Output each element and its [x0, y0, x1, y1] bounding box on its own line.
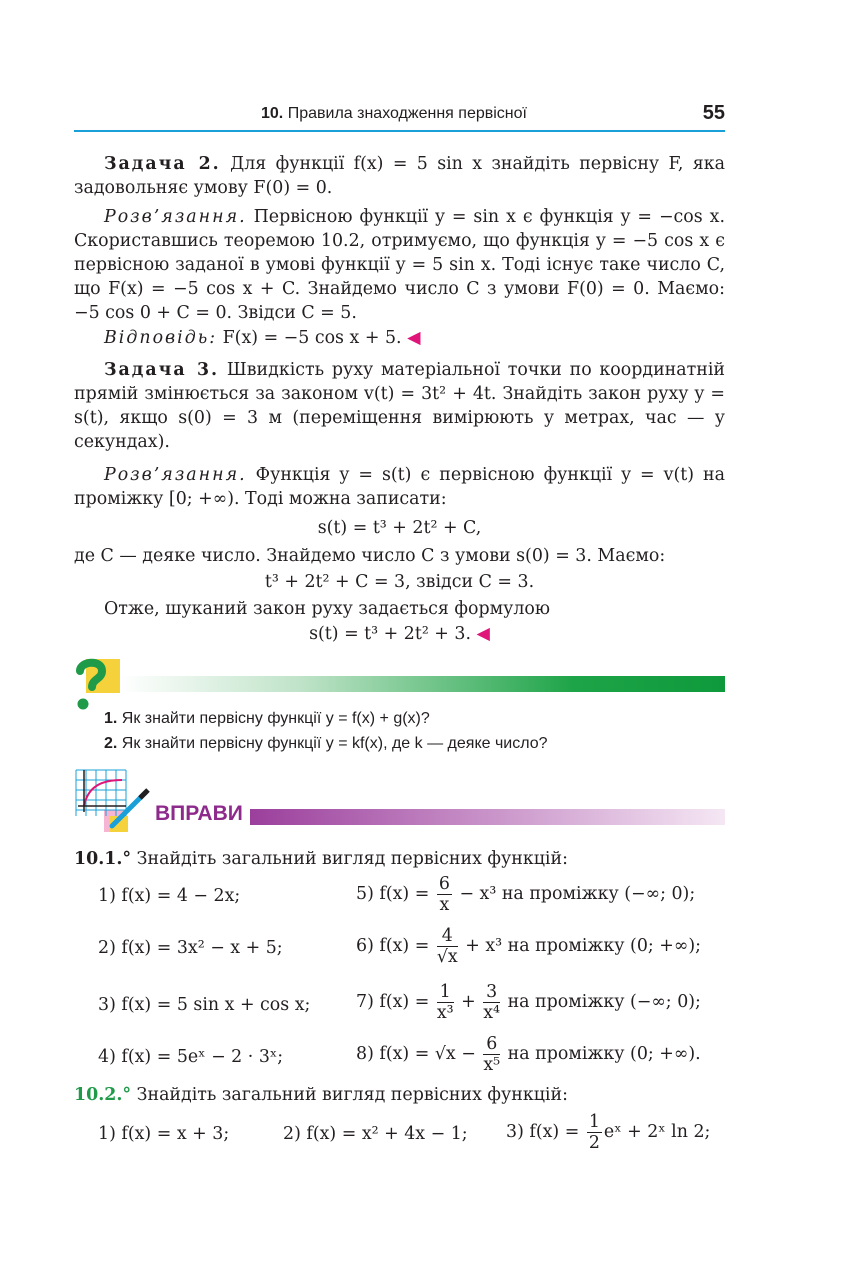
exercise-10-2-number: 10.2.° [74, 1085, 132, 1105]
task3-line-2: де C — деяке число. Знайдемо число C з умови s(0) = 3. Маємо: [74, 546, 666, 566]
task2-answer-text: F(x) = −5 cos x + 5. [222, 328, 402, 348]
question-mark-icon [74, 657, 120, 697]
item-7-numerator-1: 1 [437, 982, 454, 1003]
exercise-10-1-item-2: 2) f(x) = 3x² − x + 5; [98, 938, 283, 958]
question-dot-icon [77, 698, 89, 710]
page-number: 55 [702, 102, 725, 124]
question-1-number: 1. [104, 710, 118, 727]
task3-solution-label: Розв’язання. [104, 465, 247, 485]
section-title: Правила знаходження первісної [287, 105, 527, 122]
item-7-fraction-2 [483, 982, 500, 1023]
exercise-10-2-text: Знайдіть загальний вигляд первісних функцій: [136, 1085, 568, 1105]
item-8-numerator: 6 [483, 1034, 500, 1055]
task2-answer [74, 326, 725, 350]
task3-label: Задача 3. [104, 360, 220, 380]
exercise-10-2-item-1: 1) f(x) = x + 3; [98, 1124, 230, 1144]
exercise-10-1-heading [74, 847, 725, 871]
item-7-numerator-2: 3 [483, 982, 500, 1003]
item-10-2-3-denominator: 2 [588, 1133, 600, 1153]
item-6-rhs: + x³ на проміжку (0; +∞); [465, 936, 701, 956]
task2-statement [74, 152, 725, 200]
item-7-fraction-1 [437, 982, 454, 1023]
item-10-2-3-rhs: eˣ + 2ˣ ln 2; [603, 1122, 711, 1142]
running-title [261, 105, 527, 123]
item-6-denominator: √x [436, 947, 458, 967]
item-8-fraction [483, 1034, 500, 1075]
task3-equation-3-text: s(t) = t³ + 2t² + 3. [309, 624, 472, 644]
task2-answer-label: Відповідь: [104, 328, 218, 348]
item-5-numerator: 6 [438, 874, 450, 894]
exercise-10-1-item-5 [356, 874, 695, 915]
item-7-denominator-1: x³ [436, 1003, 454, 1023]
task2-solution-text: Первісною функції y = sin x є функція y = −cos x. Скориставшись теоремою 10.2, отримуємо, що функція y = −5 cos x є первісною заданої в умові функції y = 5 sin x. Тоді існує таке число C, що F(x) = −5 cos x + C. Знайдемо число C з умови F(0) = 0. Маємо: −5 cos 0 + C = 0. Звідси C = 5. [74, 207, 725, 323]
item-7-plus: + [461, 992, 476, 1012]
exercise-graph-icon [74, 766, 154, 838]
exercise-10-2-item-2: 2) f(x) = x² + 4x − 1; [283, 1124, 468, 1144]
item-6-fraction [437, 926, 458, 967]
task2-label: Задача 2. [104, 154, 221, 174]
page-header [74, 102, 725, 132]
exercise-10-1-item-4: 4) f(x) = 5eˣ − 2 · 3ˣ; [98, 1047, 284, 1067]
exercise-10-1-item-1: 1) f(x) = 4 − 2x; [98, 886, 241, 906]
exercises-title: ВПРАВИ [155, 802, 243, 825]
item-8-denominator: x⁵ [483, 1055, 501, 1075]
item-8-lhs: 8) f(x) = √x − [356, 1044, 476, 1064]
exercise-10-1-item-3: 3) f(x) = 5 sin x + cos x; [98, 995, 311, 1015]
exercise-10-1-number: 10.1.° [74, 849, 132, 869]
question-2-text: Як знайти первісну функції y = kf(x), де k — деяке число? [121, 735, 548, 752]
item-5-lhs: 5) f(x) = [356, 884, 430, 904]
question-2-number: 2. [104, 735, 118, 752]
exercise-10-1-item-8 [356, 1034, 701, 1075]
exercise-10-2-heading [74, 1083, 725, 1107]
item-6-lhs: 6) f(x) = [356, 936, 430, 956]
item-5-fraction [437, 874, 452, 915]
item-10-2-3-lhs: 3) f(x) = [506, 1122, 580, 1142]
exercise-10-1-item-6 [356, 926, 701, 967]
end-marker-icon: ◀ [407, 328, 421, 348]
item-8-rhs: на проміжку (0; +∞). [507, 1044, 701, 1064]
end-marker-icon: ◀ [476, 624, 490, 644]
item-7-lhs: 7) f(x) = [356, 992, 430, 1012]
item-7-denominator-2: x⁴ [483, 1003, 501, 1023]
item-7-rhs: на проміжку (−∞; 0); [507, 992, 701, 1012]
task3-solution [74, 463, 725, 511]
task2-solution-label: Розв’язання. [104, 207, 247, 227]
exercise-10-1-item-7 [356, 982, 701, 1023]
questions-bar [120, 676, 725, 692]
exercise-10-1-text: Знайдіть загальний вигляд первісних функцій: [136, 849, 568, 869]
exercise-10-2-item-3 [506, 1112, 710, 1153]
item-5-rhs: − x³ на проміжку (−∞; 0); [459, 884, 696, 904]
question-2 [104, 733, 548, 755]
question-1-text: Як знайти первісну функції y = f(x) + g(x)? [121, 710, 430, 727]
section-number: 10. [261, 105, 284, 122]
task3-equation-3 [74, 622, 725, 646]
task3-line-3: Отже, шуканий закон руху задається формулою [104, 599, 551, 619]
exercises-bar [250, 809, 725, 825]
question-1 [104, 708, 430, 730]
task2-solution [74, 205, 725, 325]
task3-solution-text: Функція y = s(t) є первісною функції y = v(t) на проміжку [0; +∞). Тоді можна записати: [74, 465, 726, 509]
item-10-2-3-fraction [587, 1112, 602, 1153]
item-6-numerator: 4 [437, 926, 458, 947]
task3-equation-2: t³ + 2t² + C = 3, звідси C = 3. [264, 572, 535, 592]
item-5-denominator: x [439, 895, 450, 915]
task2-text: Для функції f(x) = 5 sin x знайдіть первісну F, яка задовольняє умову F(0) = 0. [74, 154, 725, 198]
task3-text: Швидкість руху матеріальної точки по координатній прямій змінюється за законом v(t) = 3t² + 4t. Знайдіть закон руху y = s(t), якщо s(0) = 3 м (переміщення вимірюють у метрах, час — у секундах). [74, 360, 725, 452]
task3-statement [74, 358, 725, 454]
task3-equation-1: s(t) = t³ + 2t² + C, [317, 518, 482, 538]
item-10-2-3-numerator: 1 [588, 1112, 600, 1132]
